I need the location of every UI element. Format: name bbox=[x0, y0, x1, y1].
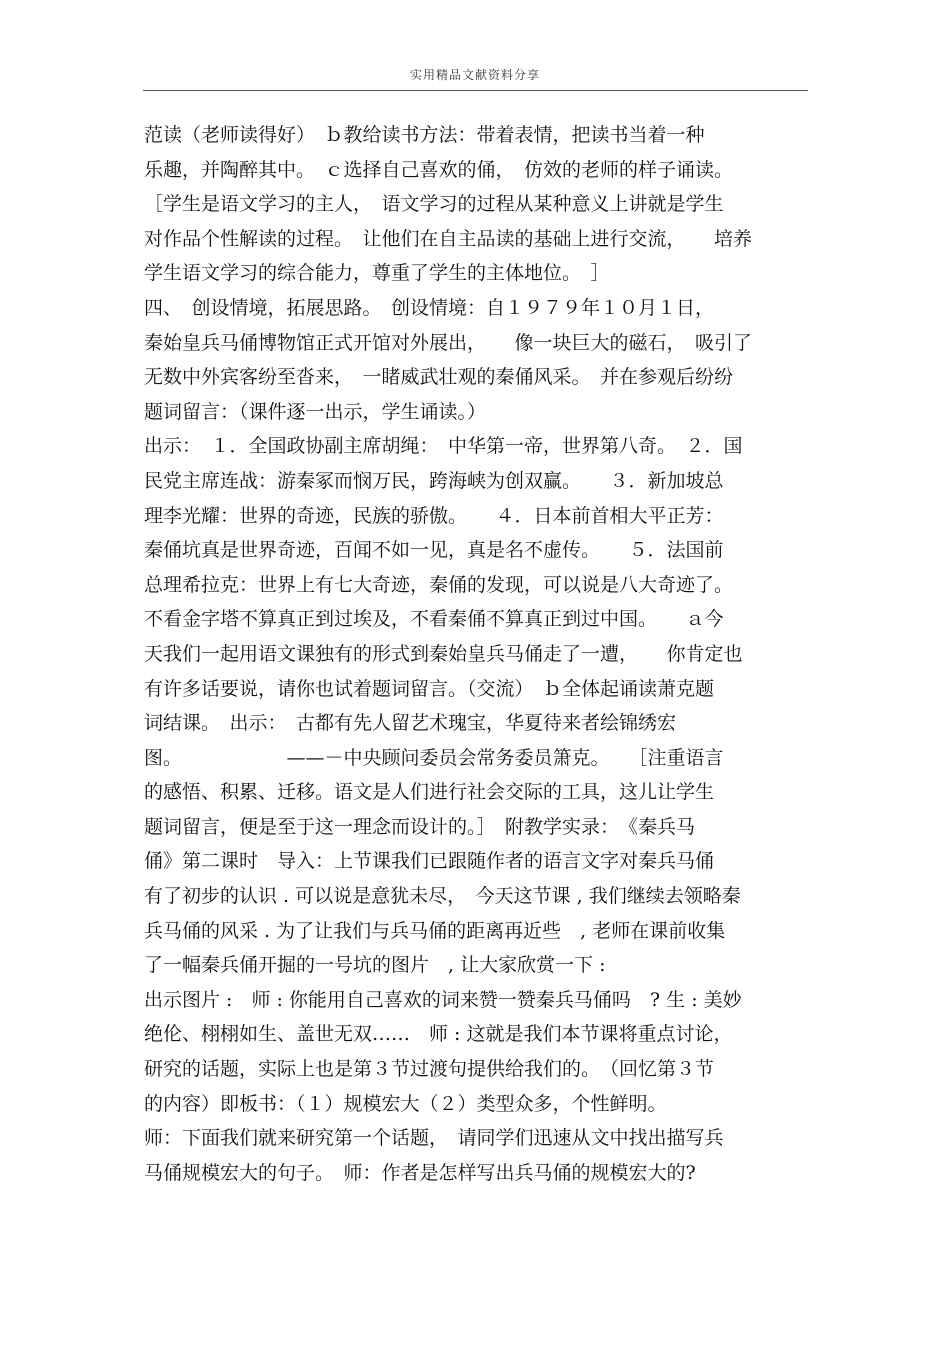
text-line: 词结课。 出示： 古都有先人留艺术瑰宝，华夏待来者绘锦绣宏 bbox=[144, 712, 677, 735]
text-line: 秦俑坑真是世界奇迹，百闻不如一见，真是名不虚传。 ５．法国前 bbox=[144, 539, 724, 562]
text-line: 马俑规模宏大的句子。 师：作者是怎样写出兵马俑的规模宏大的? bbox=[144, 1161, 696, 1184]
text-line: 俑》第二课时 导入：上节课我们已跟随作者的语言文字对秦兵马俑 bbox=[144, 850, 715, 873]
text-line: ［学生是语文学习的主人， 语文学习的过程从某种意义上讲就是学生 bbox=[144, 193, 724, 216]
text-line: 有了初步的认识 . 可以说是意犹未尽， 今天这节课 , 我们继续去领略秦 bbox=[144, 885, 741, 908]
header-rule bbox=[143, 90, 808, 91]
text-line: 题词留言：（课件逐一出示，学生诵读。） bbox=[144, 400, 487, 423]
text-line: 民党主席连战：游秦冢而悯万民，跨海峡为创双赢。 ３．新加坡总 bbox=[144, 469, 724, 492]
text-line: 学生语文学习的综合能力，尊重了学生的主体地位。 ］ bbox=[144, 262, 610, 285]
text-line: 绝伦、栩栩如生、盖世无双…… 师 : 这就是我们本节课将重点讨论， bbox=[144, 1023, 733, 1046]
text-line: 了一幅秦兵俑开掘的一号坑的图片 , 让大家欣赏一下 : bbox=[144, 954, 606, 977]
document-body bbox=[144, 118, 824, 1190]
text-line: 无数中外宾客纷至沓来， 一睹威武壮观的秦俑风采。 并在参观后纷纷 bbox=[144, 366, 734, 389]
text-line: 不看金字塔不算真正到过埃及，不看秦俑不算真正到过中国。 ａ今 bbox=[144, 608, 724, 631]
page-header: 实用精品文献资料分享 bbox=[409, 68, 540, 82]
text-line: 出示图片 : 师 : 你能用自己喜欢的词来赞一赞秦兵马俑吗 ? 生 : 美妙 bbox=[144, 988, 742, 1011]
text-line: 理李光耀：世界的奇迹，民族的骄傲。 ４．日本前首相大平正芳： bbox=[144, 504, 724, 527]
text-line: 的内容）即板书：（１）规模宏大（２）类型众多，个性鲜明。 bbox=[144, 1092, 667, 1115]
text-line: 的感悟、积累、迁移。语文是人们进行社会交际的工具，这儿让学生 bbox=[144, 781, 715, 804]
text-line: 天我们一起用语文课独有的形式到秦始皇兵马俑走了一遭， 你肯定也 bbox=[144, 642, 743, 665]
text-line: 研究的话题，实际上也是第３节过渡句提供给我们的。 （回忆第３节 bbox=[144, 1058, 715, 1081]
text-line: 总理希拉克：世界上有七大奇迹，秦俑的发现，可以说是八大奇迹了。 bbox=[144, 573, 734, 596]
text-line: 秦始皇兵马俑博物馆正式开馆对外展出， 像一块巨大的磁石， 吸引了 bbox=[144, 331, 753, 354]
text-line: 范读（老师读得好） ｂ教给读书方法：带着表情，把读书当着一种 bbox=[144, 124, 705, 146]
text-line: 师：下面我们就来研究第一个话题， 请同学们迅速从文中找出描写兵 bbox=[144, 1127, 724, 1150]
text-line: 对作品个性解读的过程。 让他们在自主品读的基础上进行交流， 培养 bbox=[144, 227, 753, 250]
text-line: 兵马俑的风采 . 为了让我们与兵马俑的距离再近些 , 老师在课前收集 bbox=[144, 919, 726, 942]
text-line: 出示： １．全国政协副主席胡绳： 中华第一帝，世界第八奇。 ２．国 bbox=[144, 435, 743, 458]
text-line: 有许多话要说，请你也试着题词留言。（交流） ｂ全体起诵读萧克题 bbox=[144, 677, 715, 700]
text-line: 乐趣，并陶醉其中。 ｃ选择自己喜欢的俑， 仿效的老师的样子诵读。 bbox=[144, 158, 734, 181]
text-line: 四、 创设情境，拓展思路。 创设情境：自１９７９年１０月１日， bbox=[144, 296, 715, 319]
text-line: 图。 ——－中央顾问委员会常务委员箫克。 ［注重语言 bbox=[144, 746, 724, 769]
text-line: 题词留言，便是至于这一理念而设计的。］ 附教学实录： 《秦兵马 bbox=[144, 815, 696, 838]
